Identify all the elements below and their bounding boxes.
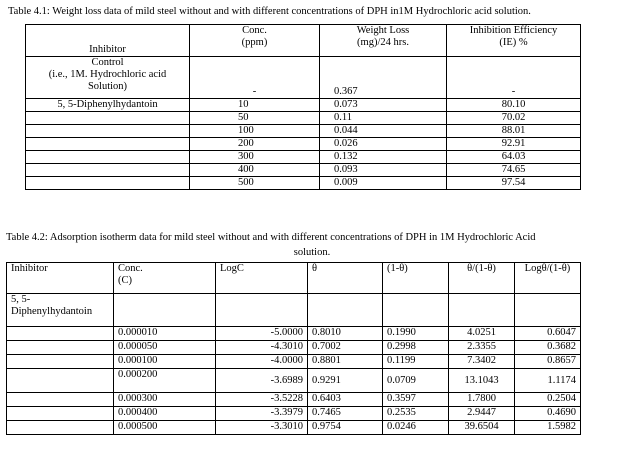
conc-cell: 400 <box>190 164 320 177</box>
log-ratio-cell: 0.8657 <box>515 355 581 369</box>
inhibitor-name-line1: 5, 5- <box>11 294 31 305</box>
empty-cell <box>515 294 581 327</box>
table2-caption-line2: solution. <box>293 247 331 258</box>
ie-cell: 70.02 <box>447 112 581 125</box>
table-row <box>7 393 581 407</box>
ratio-cell: 2.9447 <box>449 407 515 421</box>
omt-cell: 0.1199 <box>383 355 449 369</box>
header-conc <box>114 263 216 294</box>
control-line3: Solution) <box>87 81 128 92</box>
header-inhibitor: Inhibitor <box>26 25 190 57</box>
header-ratio: θ/(1-θ) <box>449 263 515 294</box>
empty-cell <box>114 294 216 327</box>
header-conc <box>190 25 320 57</box>
empty-cell <box>449 294 515 327</box>
header-log-ratio: Logθ/(1-θ) <box>515 263 581 294</box>
theta-cell: 0.7465 <box>308 407 383 421</box>
logc-cell: -3.3010 <box>216 421 308 435</box>
conc-cell: 10 <box>190 99 320 112</box>
weight-loss-cell: 0.11 <box>320 112 447 125</box>
inhibitor-cell <box>26 112 190 125</box>
header-ie <box>447 25 581 57</box>
table2-name-row <box>7 294 581 327</box>
omt-cell: 0.3597 <box>383 393 449 407</box>
empty-cell <box>216 294 308 327</box>
table-row <box>26 151 581 164</box>
inhibitor-cell <box>7 407 114 421</box>
logc-cell: -4.0000 <box>216 355 308 369</box>
inhibitor-cell <box>26 164 190 177</box>
ratio-cell: 39.6504 <box>449 421 515 435</box>
header-conc-line2: (ppm) <box>241 37 268 48</box>
header-conc-line1: Conc. <box>118 263 143 274</box>
conc-cell: 100 <box>190 125 320 138</box>
ratio-cell: 13.1043 <box>449 369 515 393</box>
header-ie-line2: (IE) % <box>499 37 528 48</box>
table-row <box>7 341 581 355</box>
ie-cell: 80.10 <box>447 99 581 112</box>
control-conc: - <box>190 57 320 99</box>
inhibitor-cell <box>7 393 114 407</box>
adsorption-isotherm-table <box>6 262 581 435</box>
ie-cell: 97.54 <box>447 177 581 190</box>
table2-header-row <box>7 263 581 294</box>
theta-cell: 0.6403 <box>308 393 383 407</box>
inhibitor-cell <box>26 151 190 164</box>
conc-cell: 0.000010 <box>114 327 216 341</box>
control-label <box>26 57 190 99</box>
conc-cell: 300 <box>190 151 320 164</box>
ie-cell: 92.91 <box>447 138 581 151</box>
theta-cell: 0.9291 <box>308 369 383 393</box>
log-ratio-cell: 0.6047 <box>515 327 581 341</box>
table1-control-row <box>26 57 581 99</box>
table-row <box>26 112 581 125</box>
omt-cell: 0.0246 <box>383 421 449 435</box>
inhibitor-cell <box>7 327 114 341</box>
inhibitor-cell <box>26 138 190 151</box>
inhibitor-cell <box>7 421 114 435</box>
header-wl-line1: Weight Loss <box>356 25 410 36</box>
ratio-cell: 4.0251 <box>449 327 515 341</box>
logc-cell: -3.3979 <box>216 407 308 421</box>
weight-loss-cell: 0.009 <box>320 177 447 190</box>
control-line1: Control <box>91 57 124 68</box>
weight-loss-cell: 0.093 <box>320 164 447 177</box>
header-conc-line2: (C) <box>118 275 132 286</box>
header-logc: LogC <box>216 263 308 294</box>
conc-cell: 0.000100 <box>114 355 216 369</box>
weight-loss-table <box>25 24 581 190</box>
conc-cell: 0.000400 <box>114 407 216 421</box>
ratio-cell: 7.3402 <box>449 355 515 369</box>
conc-cell: 500 <box>190 177 320 190</box>
table-row <box>7 421 581 435</box>
inhibitor-name <box>7 294 114 327</box>
log-ratio-cell: 0.3682 <box>515 341 581 355</box>
header-one-minus-theta: (1-θ) <box>383 263 449 294</box>
conc-cell: 0.000500 <box>114 421 216 435</box>
table-row <box>26 125 581 138</box>
control-line2: (i.e., 1M. Hydrochloric acid <box>48 69 167 80</box>
log-ratio-cell: 1.1174 <box>515 369 581 393</box>
header-theta: θ <box>308 263 383 294</box>
table1-header-row <box>26 25 581 57</box>
table-row <box>7 369 581 393</box>
log-ratio-cell: 0.4690 <box>515 407 581 421</box>
weight-loss-cell: 0.026 <box>320 138 447 151</box>
header-ie-line1: Inhibition Efficiency <box>469 25 558 36</box>
inhibitor-cell <box>26 177 190 190</box>
logc-cell: -4.3010 <box>216 341 308 355</box>
omt-cell: 0.1990 <box>383 327 449 341</box>
empty-cell <box>308 294 383 327</box>
omt-cell: 0.2998 <box>383 341 449 355</box>
empty-cell <box>383 294 449 327</box>
table-row <box>7 355 581 369</box>
weight-loss-cell: 0.073 <box>320 99 447 112</box>
table1-caption: Table 4.1: Weight loss data of mild steel without and with different concentrations of DPH in1M Hydrochloric acid solution. <box>8 6 531 17</box>
table-row <box>7 327 581 341</box>
inhibitor-name-line2: Diphenylhydantoin <box>11 306 93 317</box>
theta-cell: 0.8010 <box>308 327 383 341</box>
table-row <box>7 407 581 421</box>
weight-loss-cell: 0.044 <box>320 125 447 138</box>
header-weight-loss <box>320 25 447 57</box>
ie-cell: 74.65 <box>447 164 581 177</box>
header-conc-line1: Conc. <box>242 25 267 36</box>
log-ratio-cell: 1.5982 <box>515 421 581 435</box>
theta-cell: 0.9754 <box>308 421 383 435</box>
table-row <box>26 138 581 151</box>
logc-cell: -3.5228 <box>216 393 308 407</box>
table2-caption-line1: Table 4.2: Adsorption isotherm data for mild steel without and with different concentrations of DPH in 1M Hydrochloric Acid <box>6 232 536 243</box>
header-inhibitor: Inhibitor <box>7 263 114 294</box>
logc-cell: -3.6989 <box>216 369 308 393</box>
inhibitor-cell <box>26 125 190 138</box>
theta-cell: 0.8801 <box>308 355 383 369</box>
omt-cell: 0.2535 <box>383 407 449 421</box>
ie-cell: 64.03 <box>447 151 581 164</box>
conc-cell: 0.000200 <box>114 369 216 393</box>
logc-cell: -5.0000 <box>216 327 308 341</box>
ratio-cell: 1.7800 <box>449 393 515 407</box>
control-ie: - <box>447 57 581 99</box>
conc-cell: 50 <box>190 112 320 125</box>
table-row <box>26 99 581 112</box>
inhibitor-cell <box>7 341 114 355</box>
table-row <box>26 164 581 177</box>
table-row <box>26 177 581 190</box>
conc-cell: 0.000300 <box>114 393 216 407</box>
ratio-cell: 2.3355 <box>449 341 515 355</box>
conc-cell: 200 <box>190 138 320 151</box>
inhibitor-name: 5, 5-Diphenylhydantoin <box>26 99 190 112</box>
control-weight-loss: 0.367 <box>320 57 447 99</box>
header-wl-line2: (mg)/24 hrs. <box>357 37 409 48</box>
log-ratio-cell: 0.2504 <box>515 393 581 407</box>
theta-cell: 0.7002 <box>308 341 383 355</box>
omt-cell: 0.0709 <box>383 369 449 393</box>
conc-cell: 0.000050 <box>114 341 216 355</box>
inhibitor-cell <box>7 355 114 369</box>
weight-loss-cell: 0.132 <box>320 151 447 164</box>
ie-cell: 88.01 <box>447 125 581 138</box>
inhibitor-cell <box>7 369 114 393</box>
